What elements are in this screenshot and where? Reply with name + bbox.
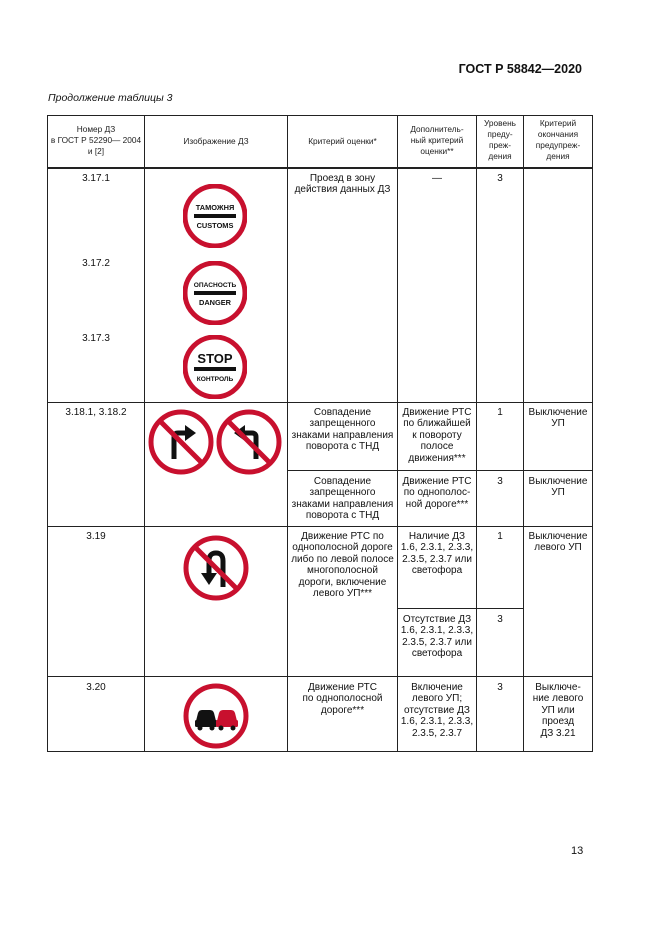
row-divider [47,526,593,527]
column-divider [144,115,145,752]
table-right-border [592,115,593,752]
header-warning-level: Уровень преду- преж- дения [484,118,516,161]
danger-sign-bottom-text: DANGER [198,298,232,307]
end-3-18-row1: Выключение УП [528,407,588,430]
customs-sign-top-text: ТАМОЖНЯ [195,203,235,212]
sign-number-3-18: 3.18.1, 3.18.2 [65,407,127,418]
level-3-19-row2: 3 [497,614,503,625]
header-criterion: Критерий оценки* [308,136,377,146]
criterion-3-18-row2: Совпадение запрещенного знаками направления поворота с ТНД [291,476,394,522]
level-3-20: 3 [497,682,503,693]
standard-designation: ГОСТ Р 58842—2020 [458,62,582,76]
sign-number-3-17-3: 3.17.3 [82,333,110,344]
customs-sign-bottom-text: CUSTOMS [196,221,234,230]
level-3-17: 3 [497,173,503,184]
level-3-18-row2: 3 [497,476,503,487]
stop-sign-bottom-text: КОНТРОЛЬ [196,376,234,383]
criterion-3-20: Движение РТС по однополосной дороге*** [302,682,383,716]
no-u-turn-sign-icon [183,535,249,601]
criterion-3-17: Проезд в зону действия данных ДЗ [294,173,391,196]
row-divider [47,676,593,677]
row-divider [47,402,593,403]
danger-sign-icon [183,261,247,325]
customs-sign-icon [183,184,247,248]
sign-number-3-19: 3.19 [86,531,106,542]
header-bottom-border [47,167,593,169]
sign-number-3-20: 3.20 [86,682,106,693]
end-3-19: Выключение левого УП [528,531,588,554]
header-sign-number: Номер ДЗ в ГОСТ Р 52290— 2004 и [2] [50,124,142,156]
header-sign-image: Изображение ДЗ [183,136,249,146]
table-top-border [47,115,593,116]
column-divider [523,115,524,752]
criterion-3-19: Движение РТС по однополосной дороге либо по левой полосе многополосной дороги, включение левого УП*** [291,531,394,600]
table-continuation-caption: Продолжение таблицы 3 [48,92,173,104]
additional-3-20: Включение левого УП; отсутствие ДЗ 1.6, 2.3.1, 2.3.3, 2.3.5, 2.3.7 [400,682,474,739]
additional-3-19-row2: Отсутствие ДЗ 1.6, 2.3.1, 2.3.3, 2.3.5, 2.3.7 или светофора [400,614,474,660]
level-3-18-row1: 1 [497,407,503,418]
row-divider [287,470,593,471]
stop-control-sign-icon [183,335,247,399]
additional-3-19-row1: Наличие ДЗ 1.6, 2.3.1, 2.3.3, 2.3.5, 2.3.7 или светофора [400,531,474,577]
end-3-20: Выключе- ние левого УП или проезд ДЗ 3.21 [532,682,584,739]
no-left-turn-sign-icon [216,409,282,475]
page-number: 13 [571,845,584,857]
header-warning-end: Критерий окончания предупреж- дения [535,118,581,161]
sign-number-3-17-1: 3.17.1 [82,173,110,184]
criterion-3-18-row1: Совпадение запрещенного знаками направления поворота с ТНД [291,407,394,453]
table-left-border [47,115,48,752]
additional-3-18-row1: Движение РТС по ближайшей к повороту полосе движения*** [402,407,472,464]
danger-sign-top-text: ОПАСНОСТЬ [193,282,237,289]
additional-3-18-row2: Движение РТС по однополос- ной дороге*** [402,476,472,510]
end-3-18-row2: Выключение УП [528,476,588,499]
stop-sign-top-text: STOP [197,351,233,366]
sign-number-3-17-2: 3.17.2 [82,258,110,269]
level-3-19-row1: 1 [497,531,503,542]
header-additional-criterion: Дополнитель- ный критерий оценки** [410,124,464,156]
no-right-turn-sign-icon [148,409,214,475]
additional-3-17: — [432,173,442,184]
row-divider [397,608,523,609]
table-bottom-border [47,751,593,752]
no-overtaking-sign-icon [183,683,249,749]
column-divider [476,115,477,752]
